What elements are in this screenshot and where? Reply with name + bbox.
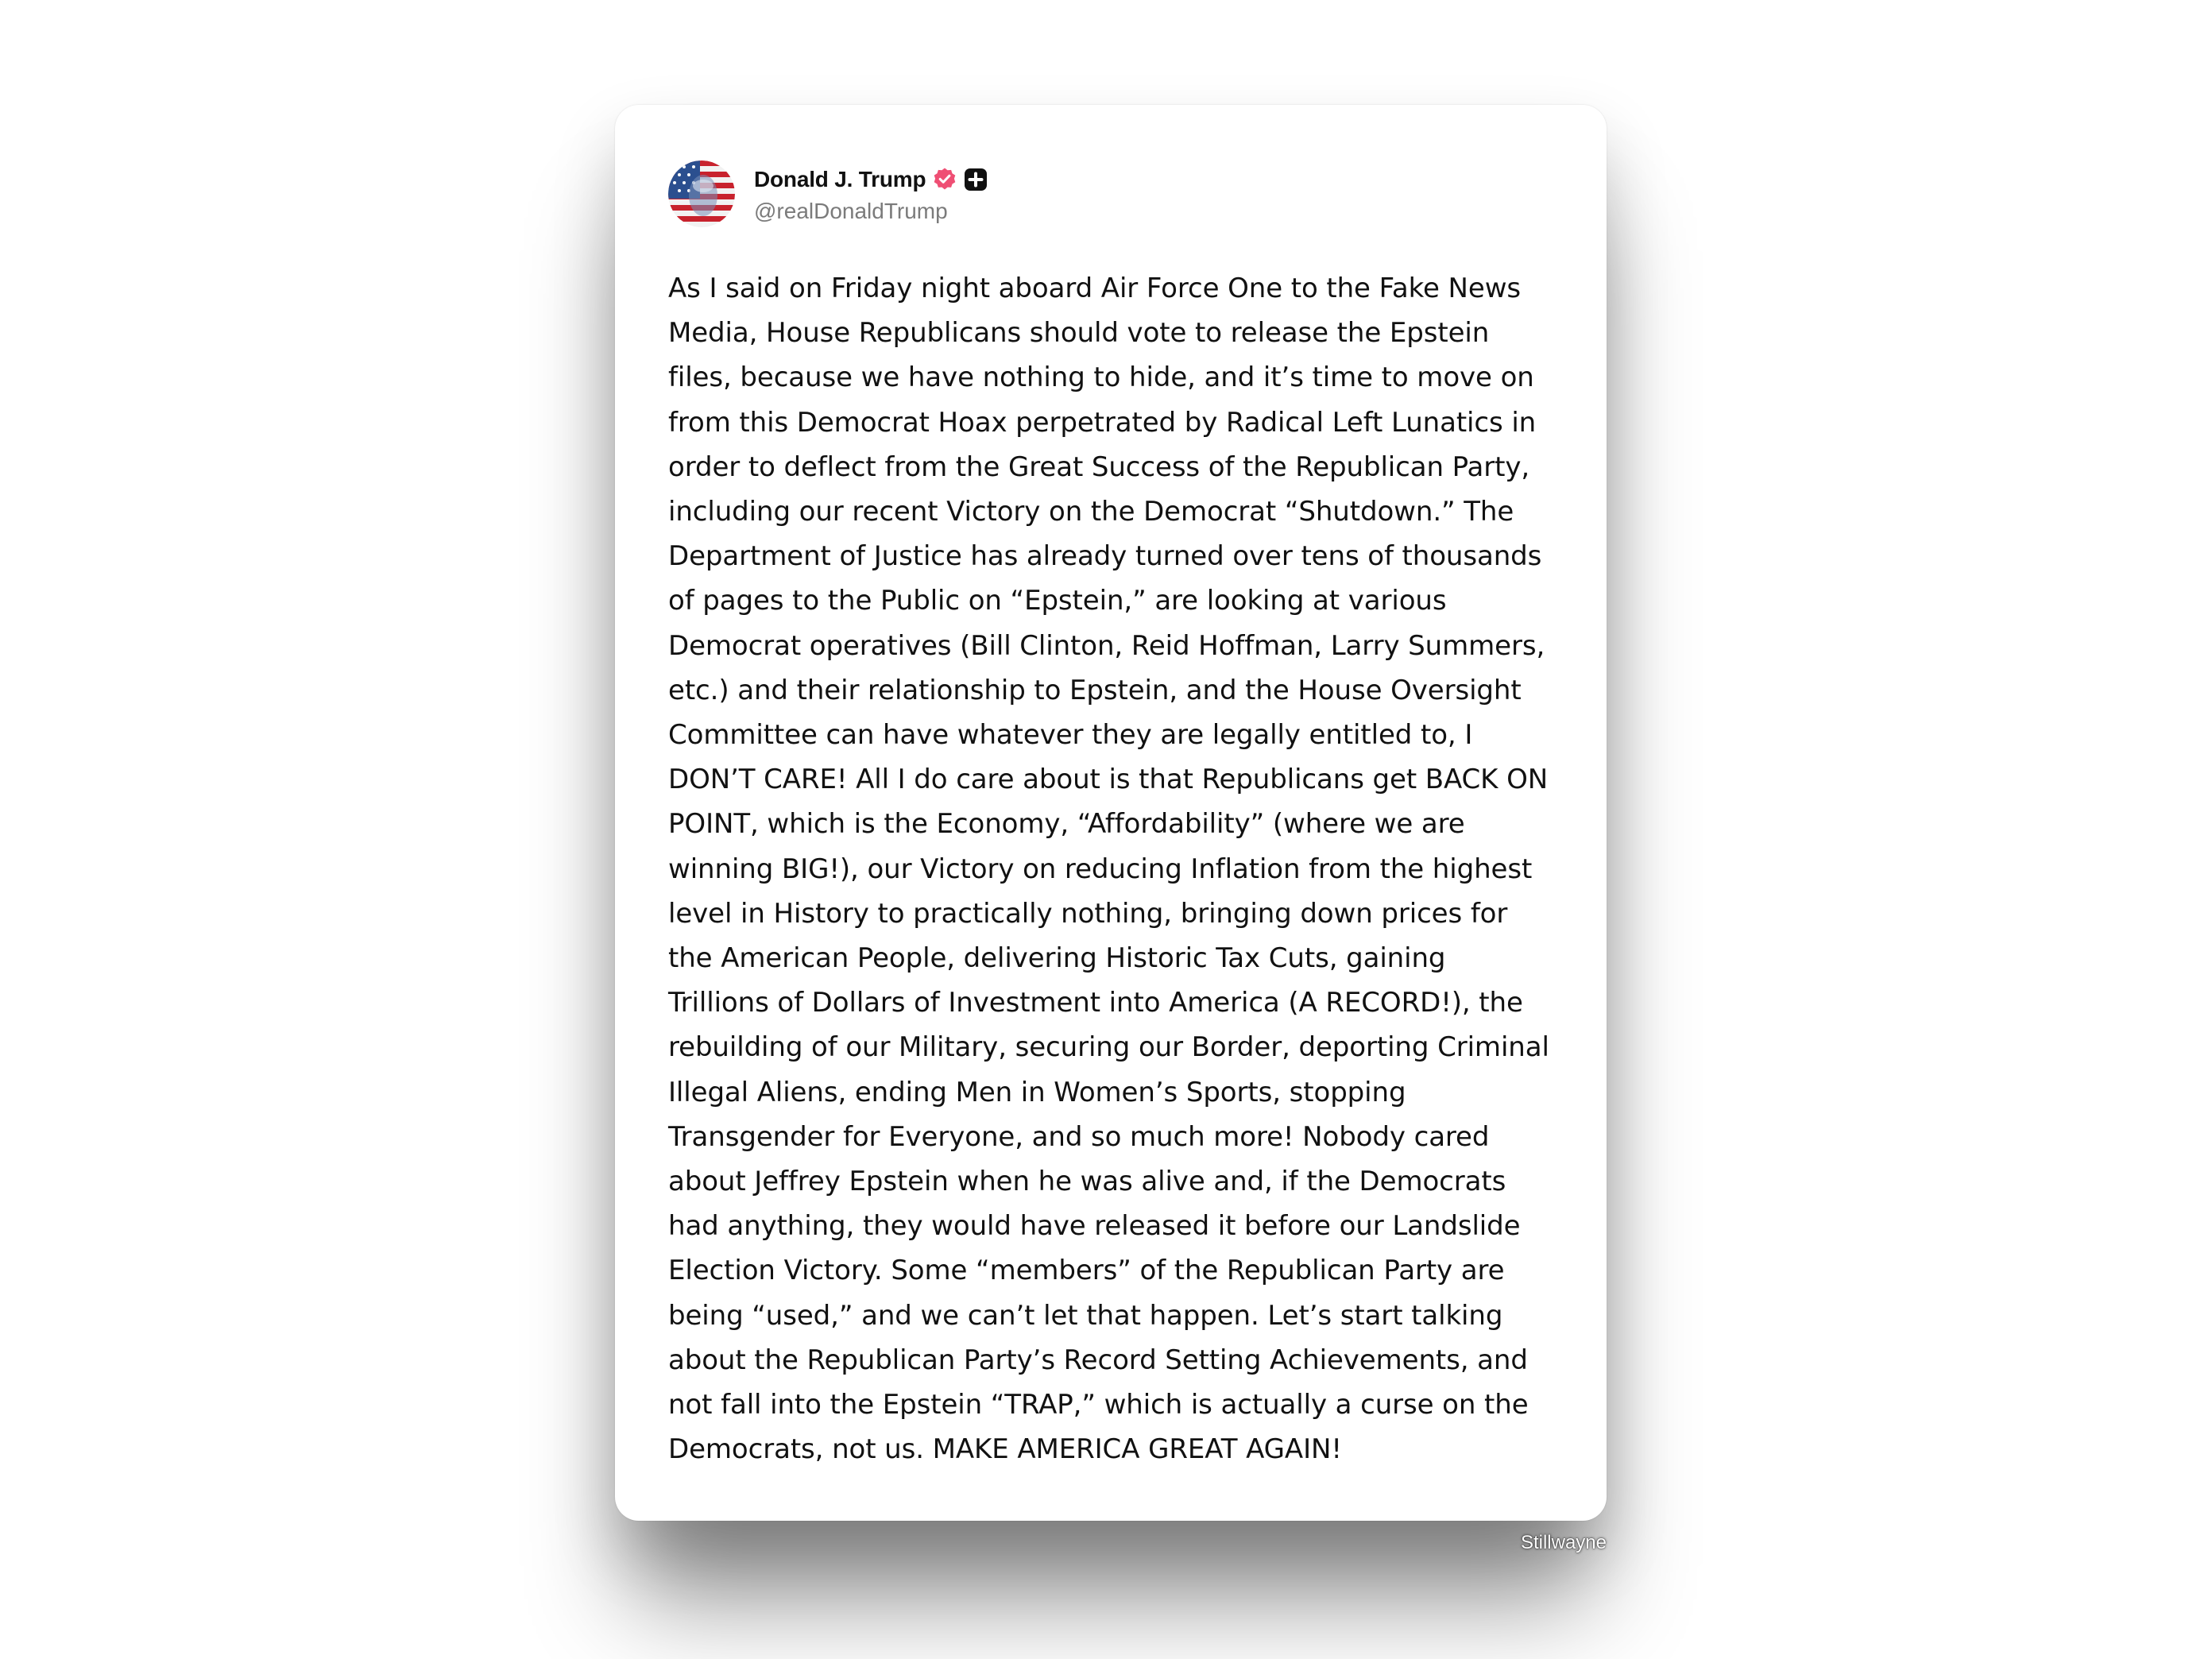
post-header — [668, 160, 1556, 228]
flag-portrait-avatar-icon — [668, 160, 735, 227]
author-avatar[interactable] — [668, 160, 735, 227]
author-identity — [754, 164, 988, 224]
watermark-text: Stillwayne — [1520, 1532, 1607, 1553]
author-display-name[interactable]: Donald J. Trump — [754, 167, 926, 191]
post-card — [615, 105, 1607, 1521]
verified-badge-icon — [932, 167, 957, 192]
author-handle[interactable]: @realDonaldTrump — [754, 199, 948, 223]
plus-badge-icon — [964, 168, 988, 191]
post-text: As I said on Friday night aboard Air Force One to the Fake News Media, House Republicans should vote to release the Epstein files, because we have nothing to hide, and it’s time to move on from this Democrat Hoax perpetrated by Radical Left Lunatics in order to deflect from the Great Success of the Republican Party, including our recent Victory on the Democrat “Shutdown.” The Department of Justice has already turned over tens of thousands of pages to the Public on “Epstein,” are looking at various Democrat operatives (Bill Clinton, Reid Hoffman, Larry Summers, etc.) and their relationship to Epstein, and the House Oversight Committee can have whatever they are legally entitled to, I DON’T CARE! All I do care about is that Republicans get BACK ON POINT, which is the Economy, “Affordability” (where we are winning BIG!), our Victory on reducing Inflation from the highest level in History to practically nothing, bringing down prices for the American People, delivering Historic Tax Cuts, gaining Trillions of Dollars of Investment into America (A RECORD!), the rebuilding of our Military, securing our Border, deporting Criminal Illegal Aliens, ending Men in Women’s Sports, stopping Transgender for Everyone, and so much more! Nobody cared about Jeffrey Epstein when he was alive and, if the Democrats had anything, they would have released it before our Landslide Election Victory. Some “members” of the Republican Party are being “used,” and we can’t let that happen. Let’s start talking about the Republican Party’s Record Setting Achievements, and not fall into the Epstein “TRAP,” which is actually a curse on the Democrats, not us. MAKE AMERICA GREAT AGAIN! — [668, 273, 1549, 1466]
author-name-row — [754, 164, 988, 195]
